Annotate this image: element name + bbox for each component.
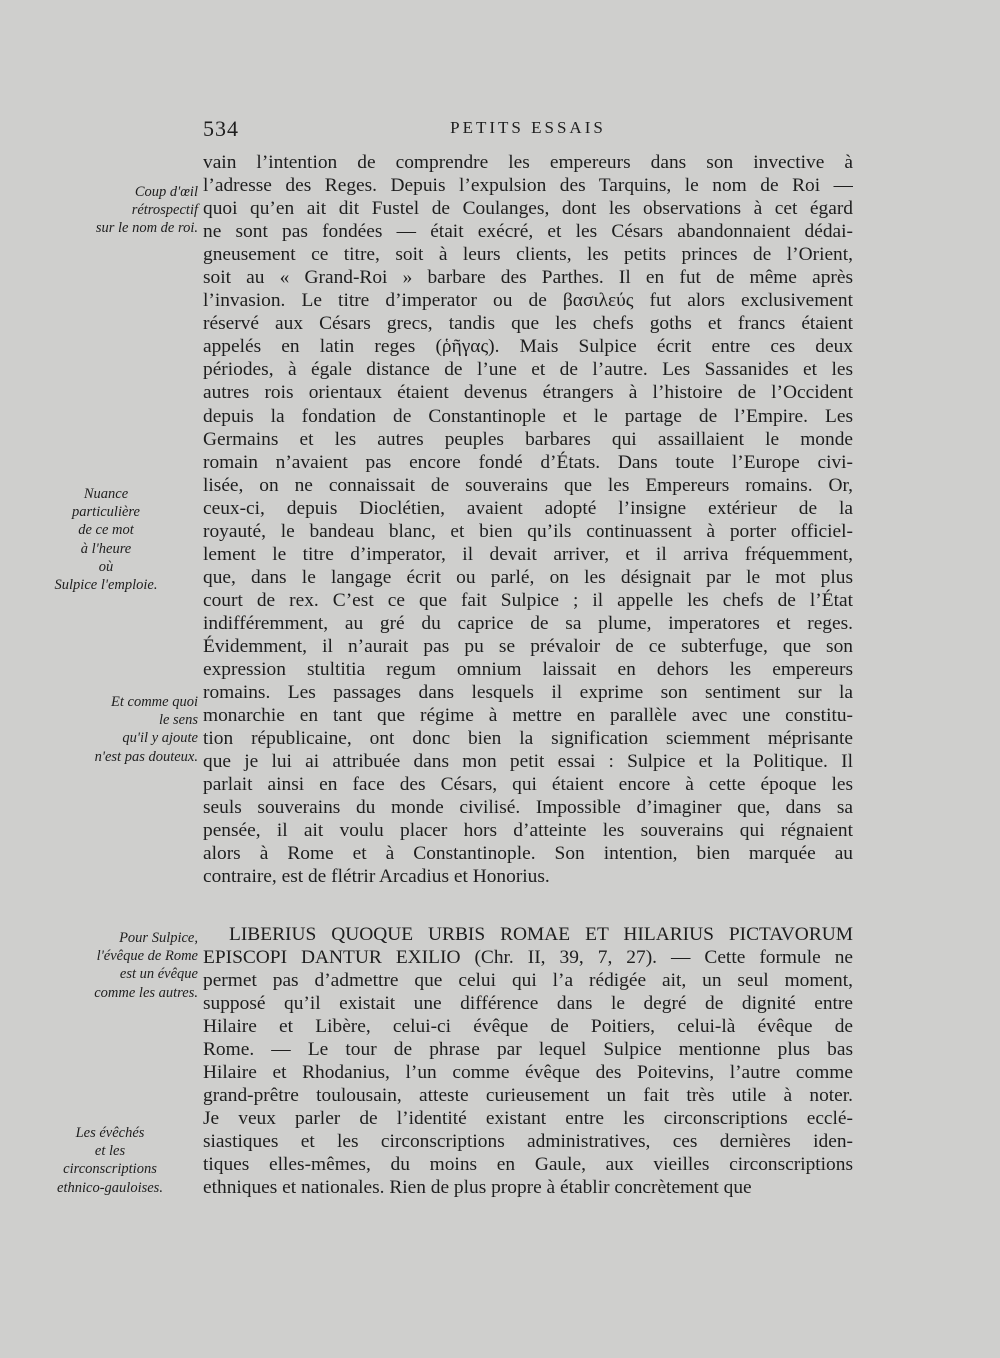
text-line: ceux-ci, depuis Dioclétien, avaient adopté l’insigne extérieur de la: [203, 497, 853, 519]
margin-note-line: Pour Sulpice,: [119, 930, 198, 946]
margin-note-line: n'est pas douteux.: [94, 748, 198, 765]
margin-note-nuance: [36, 485, 176, 594]
text-line: appelés en latin reges (ῥῆγας). Mais Sulpice écrit entre ces deux: [203, 336, 853, 358]
margin-note-line: Coup d'œil: [134, 184, 198, 200]
margin-note-line: comme les autres.: [94, 984, 198, 1001]
text-line: Germains et les autres peuples barbares qui assaillaient le monde: [203, 428, 853, 450]
margin-note-line: et les: [94, 1143, 126, 1160]
text-line: romains. Les passages dans lesquels il exprime son sentiment sur la: [203, 682, 853, 704]
page-header: [203, 116, 853, 144]
margin-note-line: Nuance: [83, 486, 129, 502]
text-line: l’invasion. Le titre d’imperator ou de βασιλεύς fut alors exclusivement: [203, 290, 853, 312]
text-line: Hilaire et Libère, celui-ci évêque de Poitiers, celui-là évêque de: [203, 1015, 853, 1037]
paragraph-liberius: [203, 923, 853, 1200]
text-line: grand-prêtre toulousain, atteste curieusement un fait très utile à noter.: [203, 1084, 853, 1106]
margin-note-line: particulière: [72, 504, 140, 521]
text-line: permet pas d’admettre que celui qui l’a rédigée ait, un seul moment,: [203, 969, 853, 991]
text-line: Je veux parler de l’identité existant entre les circonscriptions ecclé-: [203, 1107, 853, 1129]
text-line: vain l’intention de comprendre les empereurs dans son invective à: [203, 152, 853, 173]
text-line: tion républicaine, ont donc bien la signification sciemment méprisante: [203, 728, 853, 750]
text-line: que, dans le langage écrit ou parlé, on les désignait par le mot plus: [203, 566, 853, 588]
text-line: expression stultitia regum omnium laissait en dehors les empereurs: [203, 659, 853, 681]
margin-note-line: le sens: [158, 712, 198, 729]
text-line: Rome. — Le tour de phrase par lequel Sulpice mentionne plus bas: [203, 1038, 853, 1060]
text-line: ethniques et nationales. Rien de plus propre à établir concrètement que: [203, 1177, 752, 1199]
text-line: EPISCOPI DANTUR EXILIO (Chr. II, 39, 7, 27). — Cette formule ne: [203, 946, 853, 968]
text-line: autres rois orientaux étaient devenus étrangers à l’histoire de l’Occident: [203, 382, 853, 404]
text-line: royauté, le bandeau blanc, et bien qu’ils continuassent à porter officiel-: [203, 520, 853, 542]
text-line: l’adresse des Reges. Depuis l’expulsion des Tarquins, le nom de Roi —: [203, 175, 853, 197]
margin-note-line: de ce mot: [78, 522, 134, 539]
text-line: ne sont pas fondées — était exécré, et les Césars abandonnaient dédai-: [203, 221, 853, 243]
margin-note-line: est un évêque: [119, 966, 198, 983]
running-title: PETITS ESSAIS: [450, 118, 606, 137]
text-line: que je lui ai attribuée dans mon petit essai : Sulpice et la Politique. Il: [203, 751, 853, 773]
margin-note-line: qu'il y ajoute: [122, 730, 198, 747]
margin-note-meaning: [28, 693, 198, 766]
margin-note-line: Les évêchés: [75, 1125, 145, 1141]
margin-note-line: où: [98, 558, 114, 575]
text-line: lement le titre d’imperator, il devait arriver, et il arriva fréquemment,: [203, 543, 853, 565]
text-line: pensée, il ait voulu placer hors d’atteinte les souverains qui régnaient: [203, 820, 853, 842]
text-line: soit au « Grand-Roi » barbare des Parthes. Il en fut de même après: [203, 267, 853, 289]
margin-note-line: Sulpice l'emploie.: [54, 577, 158, 594]
margin-note-line: à l'heure: [80, 540, 132, 557]
margin-note-line: Et comme quoi: [111, 694, 198, 710]
margin-note-bishop-of-rome: [28, 929, 198, 1002]
text-line: monarchie en tant que régime à mettre en parallèle avec une constitu-: [203, 705, 853, 727]
margin-note-line: l'évêque de Rome: [96, 948, 198, 965]
text-line: depuis la fondation de Constantinople et le partage de l’Empire. Les: [203, 405, 853, 427]
text-line: siastiques et les circonscriptions administratives, ces dernières iden-: [203, 1130, 853, 1152]
text-line: supposé qu’il existait une différence dans le degré de dignité entre: [203, 992, 853, 1014]
margin-note-line: rétrospectif: [131, 202, 198, 219]
page-number: 534: [203, 116, 239, 141]
text-line: LIBERIUS QUOQUE URBIS ROMAE ET HILARIUS PICTAVORUM: [229, 923, 853, 945]
text-line: contraire, est de flétrir Arcadius et Honorius.: [203, 866, 550, 888]
paragraph-reges: [203, 151, 853, 889]
text-line: Évidemment, il n’aurait pas pu se prévaloir de ce subterfuge, que son: [203, 635, 853, 657]
text-line: parlait ainsi en face des Césars, qui étaient encore à cette époque les: [203, 774, 853, 796]
text-line: court de rex. C’est ce que fait Sulpice ; il appelle les chefs de l’État: [203, 589, 853, 611]
text-line: Hilaire et Rhodanius, l’un comme évêque des Poitevins, l’autre comme: [203, 1061, 853, 1083]
text-line: alors à Rome et à Constantinople. Son intention, bien marquée au: [203, 843, 853, 865]
text-line: romain n’avaient pas encore fondé d’États. Dans toute l’Europe civi-: [203, 451, 853, 473]
margin-note-line: ethnico-gauloises.: [57, 1179, 163, 1196]
text-line: réservé aux Césars grecs, tandis que les chefs goths et francs étaient: [203, 313, 853, 335]
margin-note-line: sur le nom de roi.: [95, 220, 198, 237]
text-line: lisée, on ne connaissait de souverains que les Empereurs romains. Or,: [203, 474, 853, 496]
text-line: gneusement ce titre, soit à leurs clients, les petits princes de l’Orient,: [203, 244, 853, 266]
text-line: quoi qu’en ait dit Fustel de Coulanges, dont les observations à cet égard: [203, 198, 853, 220]
text-line: indifféremment, au gré du caprice de sa plume, imperatores et reges.: [203, 612, 853, 634]
text-line: tiques elles-mêmes, du moins en Gaule, aux vieilles circonscriptions: [203, 1153, 853, 1175]
margin-note-line: circonscriptions: [63, 1161, 157, 1178]
body-text: [203, 151, 853, 1199]
text-line: seuls souverains du monde civilisé. Impossible d’imaginer que, dans sa: [203, 797, 853, 819]
margin-note-bishoprics: [30, 1124, 190, 1197]
margin-note-retrospective: [28, 183, 198, 238]
text-line: périodes, à égale distance de l’une et de l’autre. Les Sassanides et les: [203, 359, 853, 381]
